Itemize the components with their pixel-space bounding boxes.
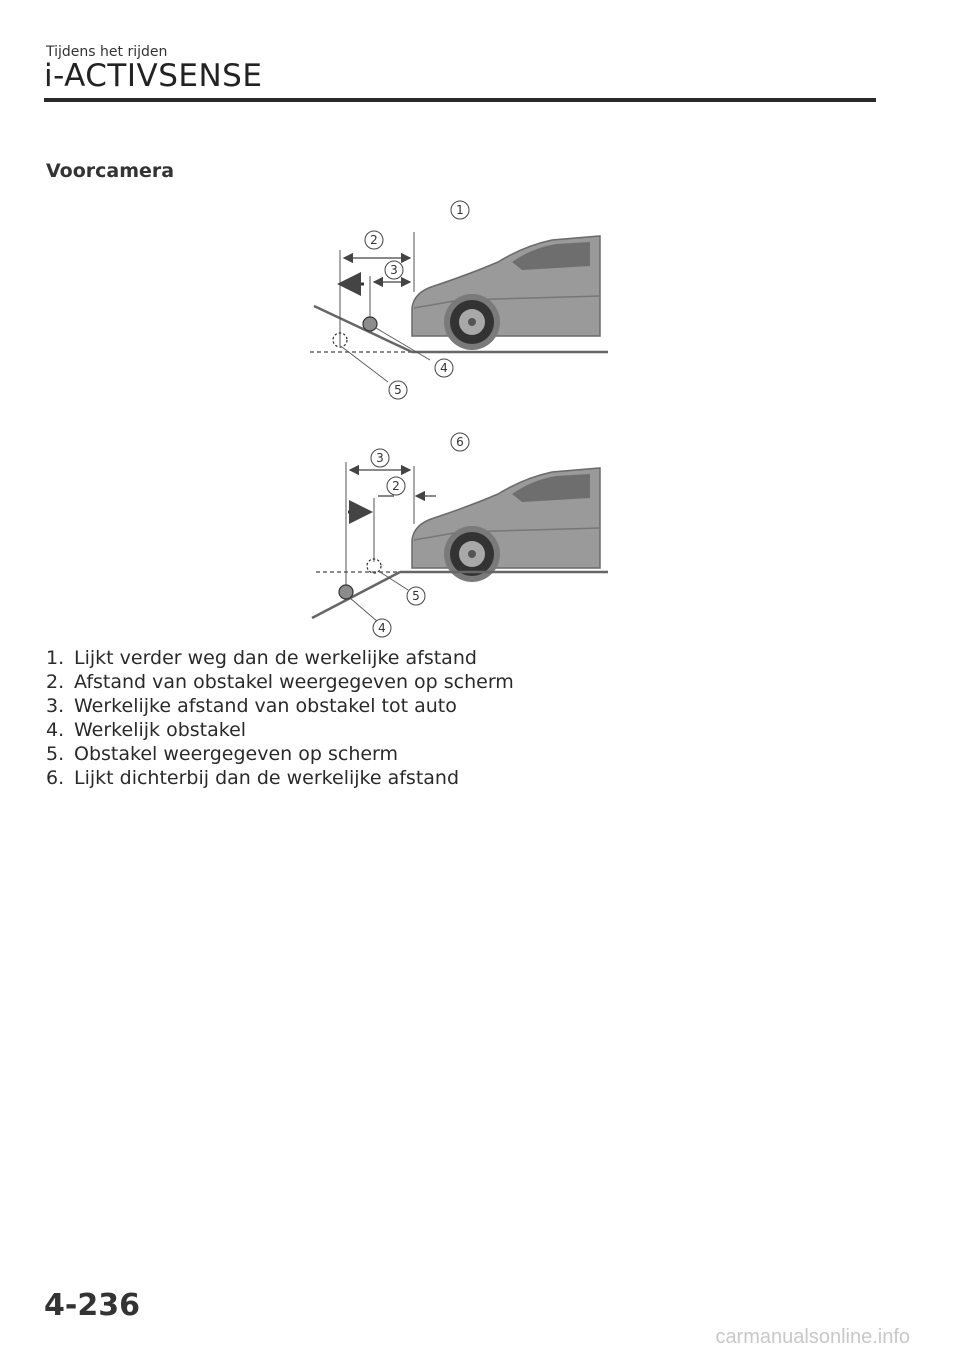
legend-number: 3. xyxy=(46,695,65,717)
figure-legend xyxy=(46,646,514,790)
legend-item xyxy=(46,694,514,718)
callout-3: 3 xyxy=(376,451,384,465)
callout-4: 4 xyxy=(440,361,448,375)
legend-number: 6. xyxy=(46,767,65,789)
callout-3: 3 xyxy=(390,263,398,277)
callout-2: 2 xyxy=(370,233,378,247)
callout-4: 4 xyxy=(378,621,386,635)
header-rule xyxy=(44,98,876,102)
legend-number: 1. xyxy=(46,647,65,669)
legend-number: 5. xyxy=(46,743,65,765)
chapter-title: Tijdens het rijden xyxy=(46,44,168,60)
car-illustration xyxy=(412,468,600,582)
legend-number: 4. xyxy=(46,719,65,741)
legend-item xyxy=(46,718,514,742)
callout-6: 6 xyxy=(456,435,464,449)
legend-text: Werkelijke afstand van obstakel tot auto xyxy=(74,695,457,717)
section-title: i-ACTIVSENSE xyxy=(44,58,263,94)
callout-5: 5 xyxy=(394,383,402,397)
sub-heading: Voorcamera xyxy=(46,160,175,182)
legend-text: Lijkt verder weg dan de werkelijke afstand xyxy=(74,647,477,669)
legend-text: Werkelijk obstakel xyxy=(74,719,247,741)
watermark: carmanualsonline.info xyxy=(715,1326,910,1348)
legend-text: Obstakel weergegeven op scherm xyxy=(74,743,399,765)
legend-text: Afstand van obstakel weergegeven op scherm xyxy=(74,671,514,693)
legend-item xyxy=(46,766,514,790)
front-camera-uphill-diagram xyxy=(300,428,620,643)
legend-item xyxy=(46,742,514,766)
legend-number: 2. xyxy=(46,671,65,693)
callout-2: 2 xyxy=(392,479,400,493)
callout-5: 5 xyxy=(412,589,420,603)
page-number: 4-236 xyxy=(44,1288,140,1323)
legend-item xyxy=(46,646,514,670)
legend-text: Lijkt dichterbij dan de werkelijke afstand xyxy=(74,767,460,789)
callout-1: 1 xyxy=(456,203,464,217)
legend-item xyxy=(46,670,514,694)
car-illustration xyxy=(412,236,600,350)
front-camera-downhill-diagram xyxy=(300,196,620,416)
